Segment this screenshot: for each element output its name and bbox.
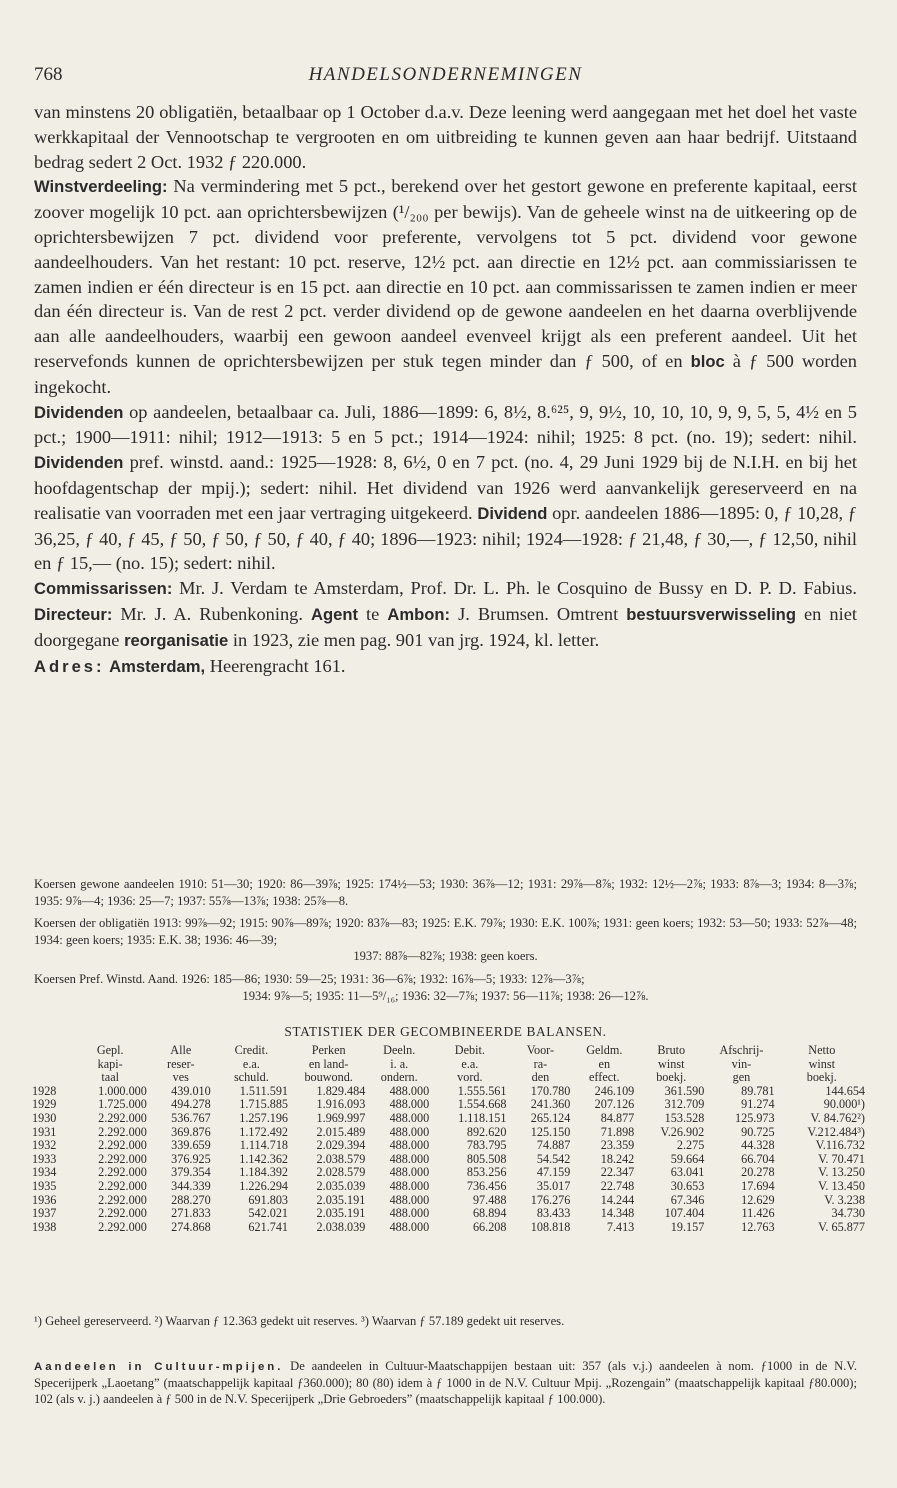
column-header: taal <box>101 1070 119 1085</box>
row-year: 1933 <box>32 1151 57 1166</box>
table-cell: V. 3.238 <box>824 1192 865 1207</box>
column-header: bouwond. <box>304 1070 353 1085</box>
table-cell: 34.730 <box>831 1206 865 1221</box>
koersen-obligatien-end: 1937: 88⅞—82⅞; 1938: geen koers. <box>353 949 538 964</box>
table-cell: 12.763 <box>741 1219 775 1234</box>
table-cell: 488.000 <box>389 1219 430 1234</box>
table-cell: 2.029.394 <box>316 1138 366 1153</box>
column-header: en <box>598 1056 611 1071</box>
table-cell: 1.226.294 <box>239 1178 289 1193</box>
koersen-pref: Koersen Pref. Winstd. Aand. 1926: 185—86; 1930: 59—25; 1931: 36—6⅞; 1932: 16⅞—5; 1933: 12⅞—3⅞; <box>34 971 585 986</box>
table-cell: 892.620 <box>466 1124 507 1139</box>
paragraph-text: van minstens 20 obligatiën, betaalbaar op 1 October d.a.v. Deze leening werd aangegaan met het doel het vaste werkkapitaal der Vennootschap te vergrooten en om uitbreiding te kunnen geven aan haar bedrijf. Uitstaand bedrag sedert 2 Oct. 1932 ƒ 220.000. <box>34 102 857 172</box>
statistiek-title: STATISTIEK DER GECOMBINEERDE BALANSEN. <box>284 1024 607 1039</box>
column-header <box>30 1058 72 1072</box>
table-row <box>30 1166 867 1180</box>
label-adres: Adres: <box>34 656 105 676</box>
column-header: i. a. <box>390 1056 409 1071</box>
column-header <box>30 1044 72 1058</box>
table-cell: 1.118.151 <box>458 1110 507 1125</box>
table-cell: 1.715.885 <box>239 1097 289 1112</box>
table-cell: V.26.902 <box>660 1124 705 1139</box>
paragraph-text: pref. winstd. aand.: 1925—1928: 8, 6½, 0 en 7 pct. (no. 4, 29 Juni 1929 bij de N.I.H. en bij het hoofdagentschap der mpij.); sedert: nihil. Het dividend van 1926 werd aanvankelijk gereserveerd en na realisatie van voorraden met een jaar vertraging uitgekeerd. <box>34 452 857 523</box>
table-cell: 71.898 <box>600 1124 635 1139</box>
row-year: 1928 <box>32 1083 57 1098</box>
column-header: winst <box>658 1056 685 1071</box>
table-row <box>30 1221 867 1235</box>
label-dividenden: Dividenden <box>34 402 124 422</box>
table-cell: 488.000 <box>389 1110 430 1125</box>
table-cell: 1.725.000 <box>98 1097 147 1112</box>
table-cell: 2.292.000 <box>98 1151 147 1166</box>
column-header: Afschrij- <box>719 1043 764 1057</box>
cultuur-text: De aandeelen in Cultuur-Maatschappijen bestaan uit: 357 (als v.j.) aandeelen à nom. ƒ1000 in de N.V. Specerijperk „Laoetang” (maatschappelijk kapitaal ƒ360.000); 80 (80) idem à ƒ 1000 in de N.V. Cultuur Mpij. „Rozengain” (maatschappelijk kapitaal ƒ80.000); 102 (als v. j.) aandeelen à ƒ 500 in de N.V. Specerijperk „Drie Gebroeders” (maatschappelijk kapitaal ƒ 100.000). <box>34 1359 857 1407</box>
label-agent: Agent <box>310 604 358 624</box>
table-cell: 67.346 <box>670 1192 705 1207</box>
table-cell: V.212.484³) <box>807 1124 865 1139</box>
table-cell: 2.035.191 <box>316 1206 366 1221</box>
table-cell: 439.010 <box>171 1083 211 1098</box>
table-cell: 2.038.039 <box>316 1219 366 1234</box>
column-header: en land- <box>308 1056 349 1071</box>
statistiek-table <box>30 1044 867 1234</box>
table-cell: 265.124 <box>530 1110 571 1125</box>
table-cell: 153.528 <box>664 1110 705 1125</box>
statistiek-footnote: ¹) Geheel gereserveerd. ²) Waarvan ƒ 12.363 gedekt uit reserves. ³) Waarvan ƒ 57.189 gedekt uit reserves. <box>34 1314 565 1328</box>
table-cell: 542.021 <box>248 1206 289 1221</box>
column-header: ves <box>172 1070 189 1085</box>
table-cell: 344.339 <box>171 1178 211 1193</box>
row-year: 1937 <box>32 1206 57 1221</box>
table-cell: 22.347 <box>600 1165 635 1180</box>
main-text <box>34 100 857 679</box>
table-cell: 488.000 <box>389 1083 430 1098</box>
table-cell: 207.126 <box>594 1097 635 1112</box>
label-dividenden-pref: Dividenden <box>34 453 124 473</box>
row-year: 1938 <box>32 1219 57 1234</box>
table-cell: 2.292.000 <box>98 1124 147 1139</box>
table-cell: 369.876 <box>171 1124 211 1139</box>
label-cultuur: Aandeelen in Cultuur-mpijen. <box>34 1361 284 1373</box>
paragraph-leening <box>34 100 857 174</box>
paragraph-text: en niet doorgegane <box>34 603 857 650</box>
paragraph-text: op aandeelen, betaalbaar ca. Juli, 1886—1899: 6, 8½, 8.⁶²⁵, 9, 9½, 10, 10, 10, 9, 9, 5, 5, 4½ en 5 pct.; 1900—1911: nihil; 1912—1913: 5 en 5 pct.; 1914—1924: nihil; 1925: 8 pct. (no. 19); sedert: nihil. <box>34 401 857 448</box>
column-header: reser- <box>167 1056 195 1071</box>
table-cell: 621.741 <box>248 1219 289 1234</box>
paragraph-adres <box>34 654 857 680</box>
table-row <box>30 1112 867 1126</box>
table-cell: 488.000 <box>389 1206 430 1221</box>
table-cell: 494.278 <box>171 1097 211 1112</box>
column-header: Geldm. <box>586 1043 623 1057</box>
label-winstverdeeling: Winstverdeeling: <box>34 177 168 197</box>
table-cell: 47.159 <box>536 1165 571 1180</box>
column-header: Netto <box>808 1043 836 1057</box>
label-bloc: bloc <box>690 351 725 371</box>
table-cell: 2.028.579 <box>316 1165 366 1180</box>
table-cell: 19.157 <box>670 1219 705 1234</box>
paragraph-text: Na vermindering met 5 pct., berekend over het gestort gewone en preferente kapitaal, eerst zoover mogelijk 10 pct. aan oprichtersbewijzen (¹/₂₀₀ per bewijs). Van de geheele winst na de uitkeering op de oprichtersbewijzen 7 pct. dividend voor preferente, vervolgens tot 5 pct. dividend voor gewone aandeelhouders. Van het restant: 10 pct. reserve, 12½ pct. aan directie en 12½ pct. aan commissiarissen te zamen indien er één directeur is en 15 pct. aan directie en 10 pct. aan commissarissen te zamen indien er meer dan één directeur is. Van de rest 2 pct. verder dividend op de gewone aandeelen en het daarna overblijvende aan alle aandeelhouders, waarbij een gewoon aandeel evenveel krijgt als een preferent aandeel. Uit het reservefonds kunnen de oprichtersbewijzen per stuk tegen minder dan ƒ 500, of en <box>34 176 857 371</box>
column-header: vin- <box>731 1056 752 1071</box>
label-dividend-opr: Dividend <box>477 503 548 523</box>
table-cell: 170.780 <box>530 1083 571 1098</box>
page-header <box>34 64 857 94</box>
label-ambon: Ambon: <box>387 604 451 624</box>
table-cell: 2.292.000 <box>98 1206 147 1221</box>
table-row <box>30 1139 867 1153</box>
table-cell: 488.000 <box>389 1192 430 1207</box>
table-cell: 536.767 <box>171 1110 211 1125</box>
paragraph-text: Mr. J. A. Rubenkoning. <box>112 603 311 624</box>
table-cell: 12.629 <box>741 1192 775 1207</box>
column-header: Deeln. <box>383 1043 416 1057</box>
statistiek-header <box>30 1044 867 1085</box>
table-cell: 83.433 <box>536 1206 571 1221</box>
paragraph-text: Mr. J. Verdam te Amsterdam, Prof. Dr. L. Ph. le Cosquino de Bussy en D. P. D. Fabius. <box>172 578 857 599</box>
column-header: e.a. <box>242 1056 260 1071</box>
statistiek-body <box>30 1085 867 1235</box>
table-cell: 488.000 <box>389 1138 430 1153</box>
table-cell: 90.000¹) <box>823 1097 865 1112</box>
column-header: Gepl. <box>96 1043 124 1057</box>
table-row <box>30 1180 867 1194</box>
koersen-gewone: Koersen gewone aandeelen 1910: 51—30; 1920: 86—39⅞; 1925: 174½—53; 1930: 36⅞—12; 1931: 29⅞—8⅞; 1932: 12½—2⅞; 1933: 8⅞—3; 1934: 8—3⅞; 1935: 9⅞—4; 1936: 25—7; 1937: 55⅞—13⅞; 1938: 25⅞—8. <box>34 877 857 908</box>
table-cell: 125.150 <box>530 1124 571 1139</box>
table-cell: 14.244 <box>600 1192 635 1207</box>
paragraph-text: à ƒ 500 worden ingekocht. <box>34 350 857 397</box>
table-cell: 853.256 <box>466 1165 507 1180</box>
paragraph-text: J. Brumsen. Omtrent <box>450 603 627 624</box>
table-cell: 2.292.000 <box>98 1165 147 1180</box>
column-header: ondern. <box>380 1070 418 1085</box>
row-year: 1931 <box>32 1124 57 1139</box>
table-cell: 66.704 <box>741 1151 775 1166</box>
table-cell: 2.292.000 <box>98 1110 147 1125</box>
table-cell: 107.404 <box>664 1206 705 1221</box>
table-cell: 89.781 <box>741 1083 775 1098</box>
paragraph-text: Heerengracht 161. <box>205 655 346 676</box>
table-cell: 59.664 <box>670 1151 705 1166</box>
table-cell: 288.270 <box>171 1192 211 1207</box>
table-cell: 271.833 <box>171 1206 211 1221</box>
table-cell: 22.748 <box>600 1178 635 1193</box>
table-cell: 312.709 <box>664 1097 705 1112</box>
table-cell: 783.795 <box>466 1138 507 1153</box>
table-cell: 2.275 <box>676 1138 705 1153</box>
table-cell: 63.041 <box>670 1165 705 1180</box>
column-header: kapi- <box>97 1056 123 1071</box>
paragraph-text: opr. aandeelen 1886—1895: 0, ƒ 10,28, ƒ 36,25, ƒ 40, ƒ 45, ƒ 50, ƒ 50, ƒ 50, ƒ 40, ƒ 40; 1896—1923: nihil; 1924—1928: ƒ 21,48, ƒ 30,—, ƒ 12,50, nihil en ƒ 15,— (no. 15); sedert: nihil. <box>34 502 857 574</box>
table-cell: V. 13.250 <box>818 1165 865 1180</box>
row-year: 1934 <box>32 1165 57 1180</box>
column-header: ra- <box>533 1056 548 1071</box>
column-header: Bruto <box>657 1043 686 1057</box>
table-cell: 488.000 <box>389 1178 430 1193</box>
paragraph-bestuur <box>34 576 857 653</box>
table-cell: 66.208 <box>472 1219 507 1234</box>
paragraph-text: te <box>358 603 388 624</box>
column-header: den <box>531 1070 550 1085</box>
table-cell: 2.292.000 <box>98 1178 147 1193</box>
label-bestuursverwisseling: bestuursverwisseling <box>626 604 796 624</box>
paragraph-dividenden <box>34 400 857 577</box>
table-cell: 2.035.191 <box>316 1192 366 1207</box>
table-cell: 274.868 <box>171 1219 211 1234</box>
table-cell: 241.360 <box>530 1097 571 1112</box>
column-header: Perken <box>311 1043 346 1057</box>
table-cell: 1.829.484 <box>316 1083 366 1098</box>
table-cell: 246.109 <box>594 1083 635 1098</box>
table-cell: 1.114.718 <box>239 1138 289 1153</box>
table-cell: V.116.732 <box>815 1138 865 1153</box>
table-cell: V. 70.471 <box>818 1151 865 1166</box>
page-number: 768 <box>34 64 63 85</box>
table-cell: 1.554.668 <box>457 1097 507 1112</box>
table-cell: 361.590 <box>664 1083 705 1098</box>
table-cell: 2.015.489 <box>316 1124 366 1139</box>
label-directeur: Directeur: <box>34 604 113 624</box>
table-cell: 54.542 <box>536 1151 571 1166</box>
table-cell: 74.887 <box>536 1138 571 1153</box>
label-amsterdam: Amsterdam, <box>109 656 206 676</box>
label-commissarissen: Commissarissen: <box>34 579 173 599</box>
table-cell: 488.000 <box>389 1097 430 1112</box>
table-cell: 90.725 <box>741 1124 775 1139</box>
table-cell: 1.184.392 <box>239 1165 289 1180</box>
koersen-pref-end: 1934: 9⅞—5; 1935: 11—5⁹/₁₆; 1936: 32—7⅞; 1937: 56—11⅞; 1938: 26—12⅞. <box>242 988 649 1003</box>
koersen-block <box>34 876 857 1004</box>
column-header: effect. <box>589 1070 620 1085</box>
table-cell: 736.456 <box>466 1178 507 1193</box>
column-header: schuld. <box>233 1070 269 1085</box>
running-title: HANDELSONDERNEMINGEN <box>308 64 583 85</box>
table-row <box>30 1194 867 1208</box>
column-header: e.a. <box>461 1056 479 1071</box>
table-cell: 805.508 <box>466 1151 507 1166</box>
table-cell: 44.328 <box>741 1138 775 1153</box>
row-year: 1936 <box>32 1192 57 1207</box>
table-cell: 1.000.000 <box>98 1083 147 1098</box>
table-cell: 488.000 <box>389 1124 430 1139</box>
table-cell: 84.877 <box>600 1110 635 1125</box>
table-cell: 488.000 <box>389 1165 430 1180</box>
column-header <box>30 1071 72 1085</box>
table-cell: 125.973 <box>735 1110 775 1125</box>
table-cell: 17.694 <box>741 1178 775 1193</box>
table-cell: 91.274 <box>741 1097 775 1112</box>
table-cell: 1.555.561 <box>457 1083 507 1098</box>
table-cell: 488.000 <box>389 1151 430 1166</box>
row-year: 1935 <box>32 1178 57 1193</box>
table-cell: 23.359 <box>600 1138 635 1153</box>
table-row <box>30 1085 867 1099</box>
table-cell: V. 65.877 <box>818 1219 865 1234</box>
table-cell: 1.511.591 <box>239 1083 289 1098</box>
column-header: Alle <box>170 1043 192 1057</box>
table-cell: V. 84.762²) <box>810 1110 865 1125</box>
column-header: Credit. <box>234 1043 269 1057</box>
column-header: vord. <box>457 1070 483 1085</box>
table-cell: 144.654 <box>825 1083 865 1098</box>
table-cell: 30.653 <box>670 1178 705 1193</box>
table-cell: V. 13.450 <box>818 1178 865 1193</box>
table-cell: 18.242 <box>600 1151 635 1166</box>
column-header: winst <box>808 1056 836 1071</box>
table-cell: 1.257.196 <box>239 1110 289 1125</box>
statistiek-header-row <box>30 1071 867 1085</box>
table-cell: 7.413 <box>606 1219 635 1234</box>
table-cell: 108.818 <box>530 1219 571 1234</box>
statistiek-header-row <box>30 1058 867 1072</box>
table-cell: 339.659 <box>171 1138 211 1153</box>
column-header: boekj. <box>656 1070 687 1085</box>
table-cell: 2.292.000 <box>98 1138 147 1153</box>
table-cell: 691.803 <box>248 1192 289 1207</box>
table-cell: 68.894 <box>472 1206 507 1221</box>
row-year: 1932 <box>32 1138 57 1153</box>
table-cell: 35.017 <box>536 1178 571 1193</box>
table-cell: 14.348 <box>600 1206 635 1221</box>
table-cell: 2.292.000 <box>98 1219 147 1234</box>
table-cell: 1.916.093 <box>316 1097 366 1112</box>
table-row <box>30 1153 867 1167</box>
table-cell: 1.142.362 <box>239 1151 289 1166</box>
table-cell: 97.488 <box>472 1192 507 1207</box>
table-row <box>30 1126 867 1140</box>
cultuur-paragraph <box>34 1358 857 1408</box>
table-cell: 20.278 <box>741 1165 775 1180</box>
table-cell: 2.035.039 <box>316 1178 366 1193</box>
paragraph-winstverdeeling <box>34 174 857 399</box>
table-cell: 176.276 <box>530 1192 571 1207</box>
column-header: Voor- <box>526 1043 555 1057</box>
table-cell: 1.969.997 <box>316 1110 366 1125</box>
table-cell: 2.292.000 <box>98 1192 147 1207</box>
table-cell: 1.172.492 <box>239 1124 289 1139</box>
table-cell: 11.426 <box>741 1206 775 1221</box>
row-year: 1929 <box>32 1097 57 1112</box>
table-row <box>30 1098 867 1112</box>
column-header: gen <box>732 1070 751 1085</box>
label-reorganisatie: reorganisatie <box>124 630 229 650</box>
row-year: 1930 <box>32 1110 57 1125</box>
statistiek-header-row <box>30 1044 867 1058</box>
koersen-obligatien: Koersen der obligatiën 1913: 99⅞—92; 1915: 90⅞—89⅞; 1920: 83⅞—83; 1925: E.K. 79⅞; 1930: E.K. 100⅞; 1931: geen koers; 1932: 53—50; 1933: 52⅞—48; 1934: geen koers; 1935: E.K. 38; 1936: 46—39; <box>34 916 857 947</box>
column-header: Debit. <box>454 1043 485 1057</box>
table-cell: 376.925 <box>171 1151 211 1166</box>
column-header: boekj. <box>806 1070 837 1085</box>
table-row <box>30 1207 867 1221</box>
table-cell: 379.354 <box>171 1165 211 1180</box>
paragraph-text: in 1923, zie men pag. 901 van jrg. 1924, kl. letter. <box>228 629 600 650</box>
table-cell: 2.038.579 <box>316 1151 366 1166</box>
